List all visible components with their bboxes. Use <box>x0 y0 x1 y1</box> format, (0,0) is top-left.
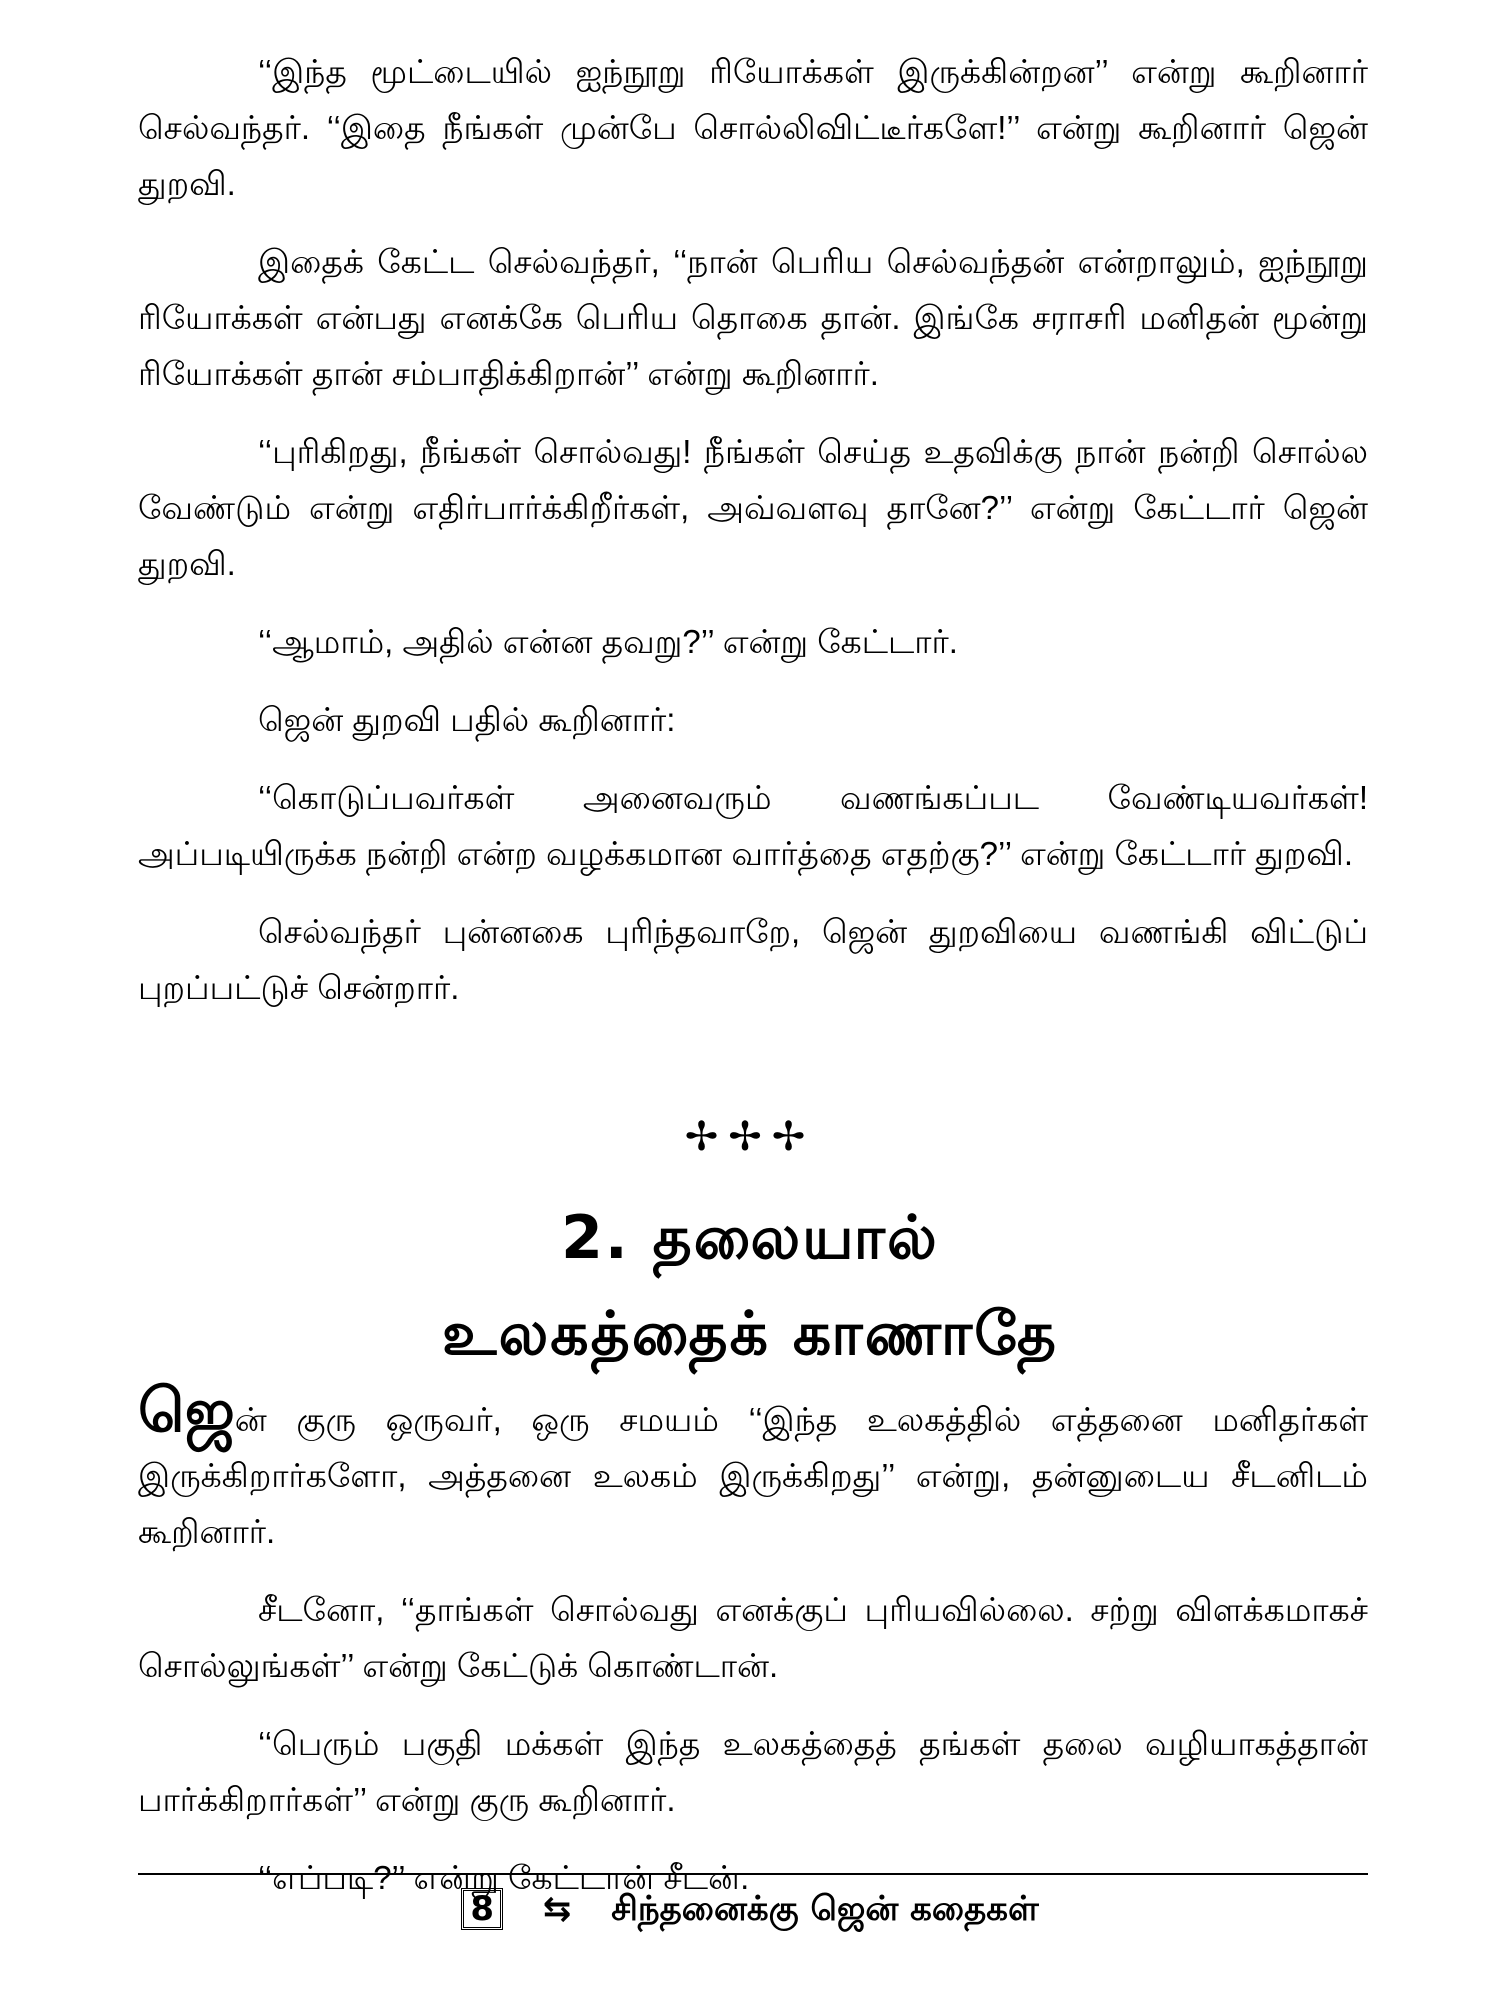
chapter-title-line-1: 2. தலையால் <box>561 1203 939 1273</box>
chapter-title-line-2: உலகத்தைக் காணாதே <box>442 1299 1058 1369</box>
paragraph: இதைக் கேட்ட செல்வந்தர், ‘‘நான் பெரிய செல்வந்தன் என்றாலும், ஐந்நூறு ரியோக்கள் என்பது எனக்கே பெரிய தொகை தான். இங்கே சராசரி மனிதன் மூன்று ரியோக்கள் தான் சம்பாதிக்கிறான்’’ என்று கூறினார். <box>138 243 1368 392</box>
paragraph: ‘‘கொடுப்பவர்கள் அனைவரும் வணங்கப்பட வேண்டியவர்கள்! அப்படியிருக்க நன்றி என்ற வழக்கமான வார்த்தை எதற்கு?’’ என்று கேட்டார் துறவி. <box>138 779 1368 872</box>
paragraph: சீடனோ, ‘‘தாங்கள் சொல்வது எனக்குப் புரியவில்லை. சற்று விளக்கமாகச் சொல்லுங்கள்’’ என்று கேட்டுக் கொண்டான். <box>138 1591 1368 1684</box>
paragraph: ஜென் துறவி பதில் கூறினார்: <box>258 701 676 738</box>
paragraph: ‘‘பெரும் பகுதி மக்கள் இந்த உலகத்தைத் தங்கள் தலை வழியாகத்தான் பார்க்கிறார்கள்’’ என்று குரு கூறினார். <box>138 1725 1368 1818</box>
drop-cap: ஜெ <box>138 1376 235 1446</box>
opening-paragraph <box>138 1376 1368 1560</box>
paragraph: ‘‘புரிகிறது, நீங்கள் சொல்வது! நீங்கள் செய்த உதவிக்கு நான் நன்றி சொல்ல வேண்டும் என்று எதிர்பார்க்கிறீர்கள், அவ்வளவு தானே?’’ என்று கேட்டார் ஜென் துறவி. <box>138 433 1368 582</box>
opening-paragraph-text: ன் குரு ஒருவர், ஒரு சமயம் ‘‘இந்த உலகத்தில் எத்தனை மனிதர்கள் இருக்கிறார்களோ, அத்தனை உலகம் இருக்கிறது’’ என்று, தன்னுடைய சீடனிடம் கூறினார். <box>138 1401 1368 1550</box>
paragraph: செல்வந்தர் புன்னகை புரிந்தவாறே, ஜென் துறவியை வணங்கி விட்டுப் புறப்பட்டுச் சென்றார். <box>138 913 1368 1006</box>
chapter-title <box>0 1190 1500 1382</box>
paragraph: ‘‘எப்படி?’’ என்று கேட்டான் சீடன். <box>258 1859 750 1896</box>
book-title: சிந்தனைக்கு ஜென் கதைகள் <box>611 1889 1039 1929</box>
page-footer <box>0 1888 1500 1933</box>
new-chapter-body <box>138 1376 1368 1928</box>
story-continuation <box>138 44 1368 1038</box>
paragraph: ‘‘இந்த மூட்டையில் ஐந்நூறு ரியோக்கள் இருக்கின்றன’’ என்று கூறினார் செல்வந்தர். ‘‘இதை நீங்கள் முன்பே சொல்லிவிட்டீர்களே!’’ என்று கூறினார் ஜென் துறவி. <box>138 53 1368 202</box>
arrows-icon: ⇆ <box>542 1889 572 1929</box>
paragraph: ‘‘ஆமாம், அதில் என்ன தவறு?’’ என்று கேட்டார். <box>258 623 958 660</box>
page-number: 8 <box>461 1888 503 1930</box>
section-divider-ornament: ✢✢✢ <box>684 1114 816 1160</box>
footer-rule <box>138 1873 1368 1875</box>
